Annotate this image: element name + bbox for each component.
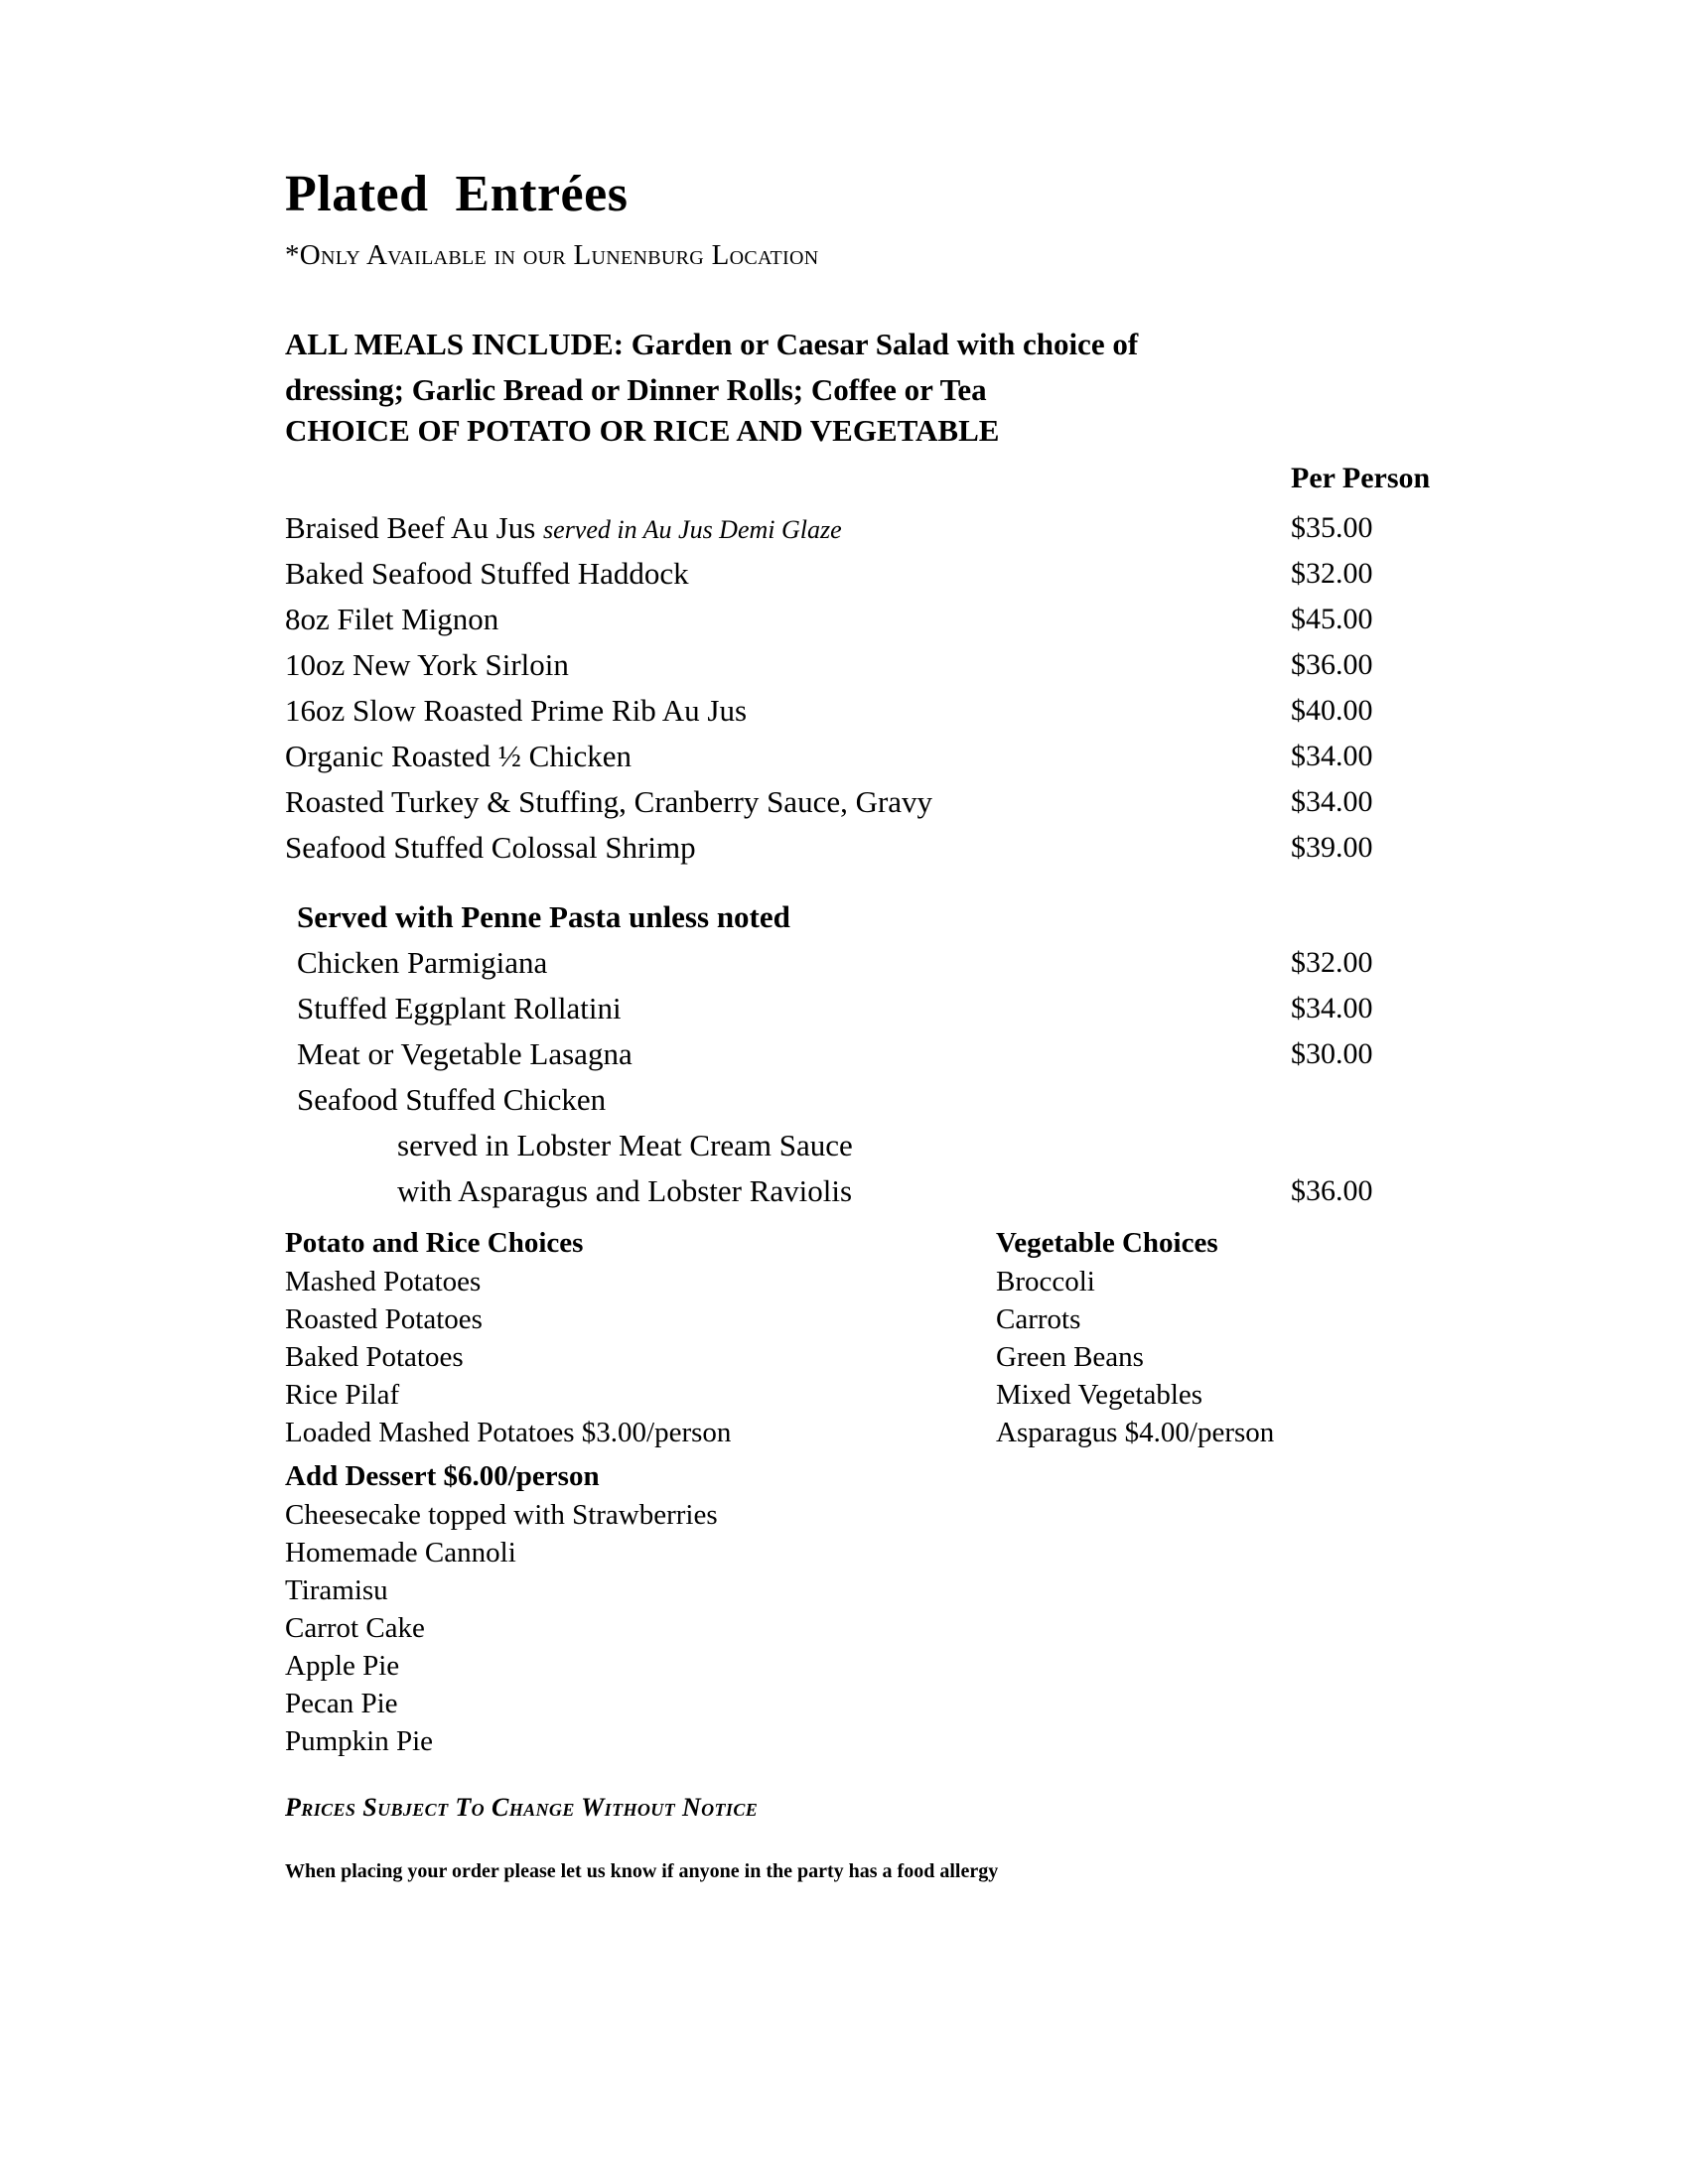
price-column-header-row [285,462,1506,505]
entree-row [285,505,1506,551]
dessert-heading [285,1456,1506,1496]
entree-name: Baked Seafood Stuffed Haddock [285,556,689,592]
pasta-row [285,986,1506,1031]
entree-name: Seafood Stuffed Colossal Shrimp [285,830,696,866]
dessert-item: Carrot Cake [285,1612,425,1645]
entree-name: 16oz Slow Roasted Prime Rib Au Jus [285,693,748,729]
potato-choice-item: Rice Pilaf [285,1379,400,1412]
pasta-subline-row [285,1168,1506,1214]
potato-choice-item: Mashed Potatoes [285,1266,482,1298]
dessert-item: Pecan Pie [285,1688,398,1720]
pasta-subline-row [285,1123,1506,1168]
entree-list [285,505,1506,871]
entree-row [285,825,1506,871]
dessert-item: Tiramisu [285,1574,388,1607]
dessert-item: Homemade Cannoli [285,1537,516,1570]
menu-content [285,166,1506,1882]
entree-name: 8oz Filet Mignon [285,602,499,637]
entree-row [285,597,1506,642]
potato-rice-choices-heading: Potato and Rice Choices [285,1227,584,1260]
includes-line-3: CHOICE OF POTATO OR RICE AND VEGETABLE [285,412,1000,448]
vegetable-choices-heading: Vegetable Choices [996,1227,1218,1260]
potato-rice-choices-column [285,1224,731,1451]
pasta-name: Meat or Vegetable Lasagna [297,1036,633,1072]
vegetable-choice-item: Broccoli [996,1266,1095,1298]
entree-name: Roasted Turkey & Stuffing, Cranberry Sauce, Gravy [285,784,933,820]
vegetable-choice-item: Asparagus $4.00/person [996,1417,1275,1449]
pasta-name: Chicken Parmigiana [297,945,548,981]
pasta-subline: served in Lobster Meat Cream Sauce [397,1128,853,1163]
vegetable-choices-column [996,1224,1274,1451]
dessert-item: Cheesecake topped with Strawberries [285,1499,718,1532]
entree-row [285,688,1506,734]
pasta-subline-price: $36.00 [1291,1174,1373,1208]
entree-row [285,779,1506,825]
pasta-price: $32.00 [1291,946,1373,980]
includes-line-2: dressing; Garlic Bread or Dinner Rolls; Coffee or Tea [285,372,987,407]
entree-price: $35.00 [1291,511,1373,545]
page-subtitle: *Only Available in our Lunenburg Location [285,239,819,271]
pasta-section-heading: Served with Penne Pasta unless noted [297,899,790,935]
per-person-header: Per Person [1291,462,1431,495]
entree-name: Organic Roasted ½ Chicken [285,739,632,774]
entree-price: $45.00 [1291,603,1373,636]
vegetable-choice-item: Green Beans [996,1341,1144,1374]
page-title: Plated Entrées [285,166,629,222]
potato-choice-item: Loaded Mashed Potatoes $3.00/person [285,1417,732,1449]
entree-price: $34.00 [1291,785,1373,819]
prices-subject-to-change-notice: Prices Subject To Change Without Notice [285,1793,759,1823]
potato-choice-item: Roasted Potatoes [285,1303,483,1336]
vegetable-choice-item: Mixed Vegetables [996,1379,1203,1412]
entree-row [285,551,1506,597]
entree-name: 10oz New York Sirloin [285,647,569,683]
entree-name: Braised Beef Au Jus [285,510,544,546]
entree-row [285,734,1506,779]
entree-desc: served in Au Jus Demi Glaze [543,515,842,545]
entree-price: $32.00 [1291,557,1373,591]
entree-row [285,642,1506,688]
dessert-heading-label: Add Dessert [285,1460,444,1493]
entree-price: $36.00 [1291,648,1373,682]
side-choices-section [285,1224,1506,1449]
entree-price: $39.00 [1291,831,1373,865]
all-meals-include-block [285,322,1506,448]
dessert-heading-amount: $6.00/person [443,1460,600,1493]
dessert-item: Pumpkin Pie [285,1725,434,1758]
dessert-section [285,1456,1506,1760]
pasta-row [285,940,1506,986]
pasta-subline: with Asparagus and Lobster Raviolis [397,1173,853,1209]
entree-price: $34.00 [1291,740,1373,773]
pasta-row [285,1031,1506,1077]
dessert-item: Apple Pie [285,1650,400,1683]
vegetable-choice-item: Carrots [996,1303,1081,1336]
pasta-price: $34.00 [1291,992,1373,1025]
pasta-name: Seafood Stuffed Chicken [297,1082,607,1118]
pasta-price: $30.00 [1291,1037,1373,1071]
food-allergy-notice: When placing your order please let us know if anyone in the party has a food allergy [285,1859,999,1882]
potato-choice-item: Baked Potatoes [285,1341,464,1374]
pasta-name: Stuffed Eggplant Rollatini [297,991,622,1026]
entree-price: $40.00 [1291,694,1373,728]
includes-line-1: ALL MEALS INCLUDE: Garden or Caesar Salad with choice of [285,327,1139,362]
pasta-list [285,940,1506,1214]
pasta-row [285,1077,1506,1123]
